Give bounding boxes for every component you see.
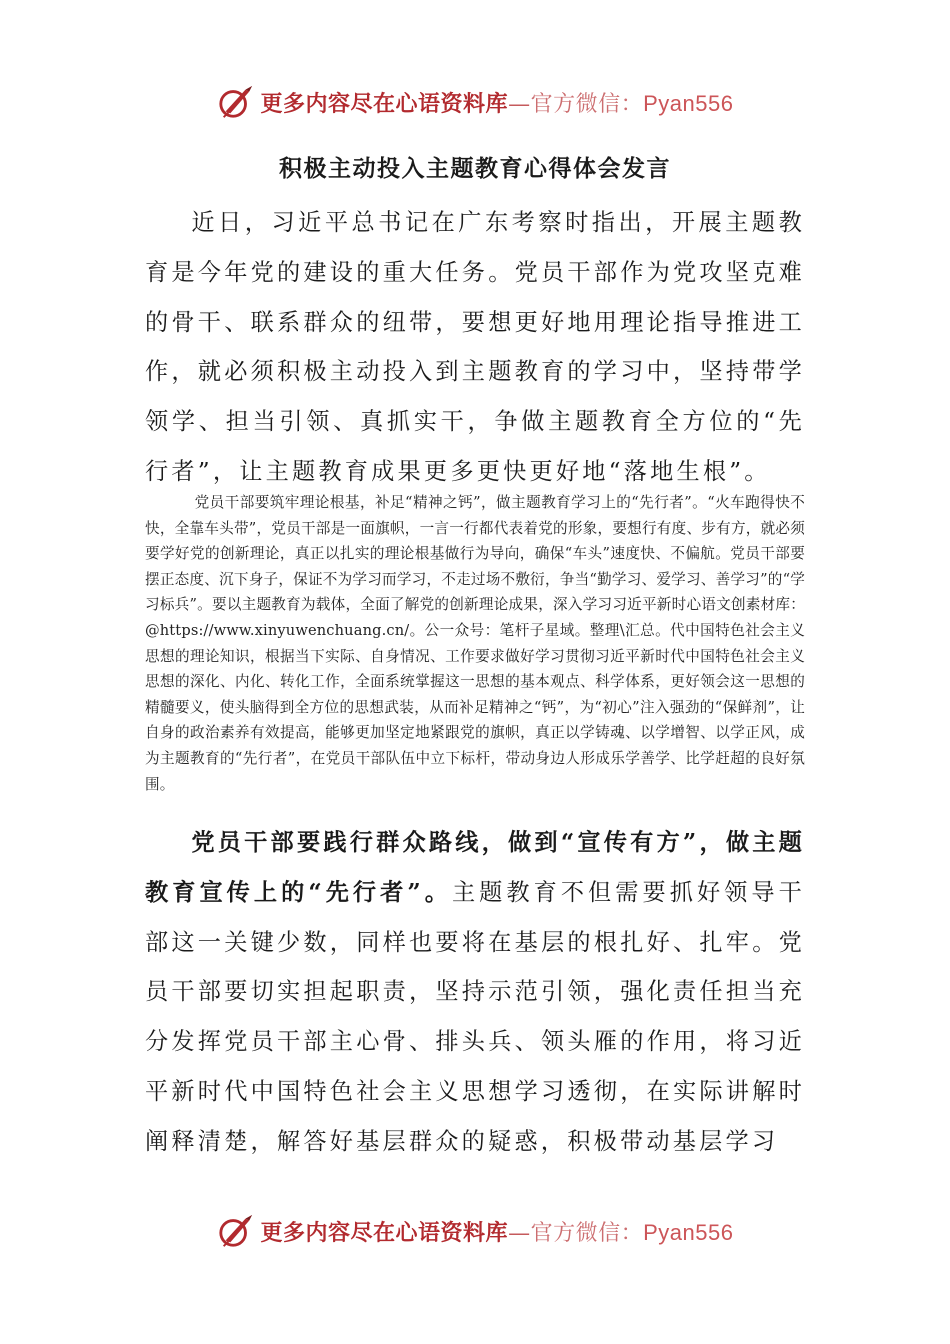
watermark-text — [261, 1216, 734, 1247]
watermark-wechat-id: Pyan556 — [643, 1219, 734, 1245]
watermark-dash: — — [508, 91, 531, 117]
quill-pen-logo-icon — [217, 83, 255, 121]
header-watermark-banner — [0, 80, 950, 124]
watermark-main: 更多内容尽在心语资料库 — [260, 90, 509, 117]
watermark-wechat-id: Pyan556 — [643, 90, 734, 116]
watermark-dash: — — [508, 1220, 531, 1246]
paragraph-mass-line-body: 主题教育不但需要抓好领导干部这一关键少数，同样也要将在基层的根扎好、扎牢。党员干部要切实担起职责，坚持示范引领，强化责任担当充分发挥党员干部主心骨、排头兵、领头雁的作用，将习近平新时代中国特色社会主义思想学习透彻，在实际讲解时阐释清楚，解答好基层群众的疑惑，积极带动基层学习 — [145, 878, 805, 1155]
footer-watermark-banner — [0, 1209, 950, 1253]
document-title: 积极主动投入主题教育心得体会发言 — [279, 155, 671, 182]
paragraph-theory: 党员干部要筑牢理论根基，补足“精神之钙”，做主题教育学习上的“先行者”。“火车跑得快不快，全靠车头带”，党员干部是一面旗帜，一言一行都代表着党的形象，要想行有度、步有方，就必须要学好党的创新理论，真正以扎实的理论根基做行为导向，确保“车头”速度快、不偏航。党员干部要摆正态度、沉下身子，保证不为学习而学习，不走过场不敷衍，争当“勤学习、爱学习、善学习”的“学习标兵”。要以主题教育为载体，全面了解党的创新理论成果，深入学习习近平新时心语文创素材库：@https://www.xinyuwenchuang.cn/。公一众号：笔杆子星域。整理\汇总。代中国特色社会主义思想的理论知识，根据当下实际、自身情况、工作要求做好学习贯彻习近平新时代中国特色社会主义思想的深化、内化、转化工作，全面系统掌握这一思想的基本观点、科学体系，更好领会这一思想的精髓要义，使头脑得到全方位的思想武装，从而补足精神之“钙”，为“初心”注入强劲的“保鲜剂”，让自身的政治素养有效提高，能够更加坚定地紧跟党的旗帜，真正以学铸魂、以学增智、以学正风，成为主题教育的“先行者”，在党员干部队伍中立下标杆，带动身边人形成乐学善学、比学赶超的良好氛围。 — [145, 494, 805, 793]
paragraph-intro: 近日，习近平总书记在广东考察时指出，开展主题教育是今年党的建设的重大任务。党员干部作为党攻坚克难的骨干、联系群众的纽带，要想更好地用理论指导推进工作，就必须积极主动投入到主题教育的学习中，坚持带学领学、担当引领、真抓实干，争做主题教育全方位的“先行者”，让主题教育成果更多更快更好地“落地生根”。 — [145, 209, 805, 485]
paragraph-mass-line — [145, 818, 805, 1167]
quill-pen-logo-icon — [217, 1212, 255, 1250]
watermark-text — [261, 87, 734, 118]
watermark-main: 更多内容尽在心语资料库 — [260, 1219, 509, 1246]
watermark-wechat-label: 官方微信： — [530, 1220, 644, 1246]
watermark-wechat-label: 官方微信： — [530, 91, 644, 117]
paragraph-mass-line-heading: 党员干部要践行群众路线，做到“宣传有方”，做主题教育宣传上的“先行者”。 — [145, 829, 805, 906]
